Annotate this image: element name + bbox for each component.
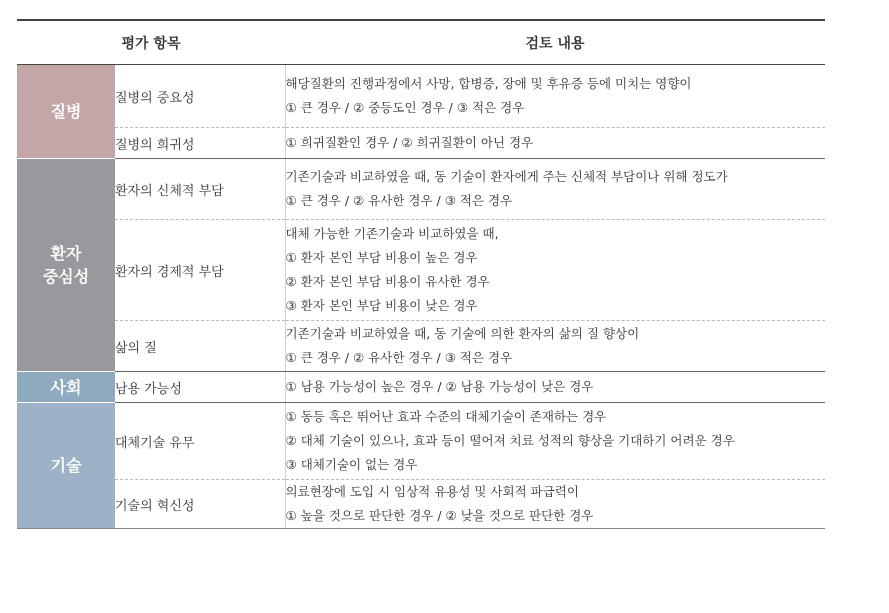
content-line: ① 남용 가능성이 높은 경우 / ② 남용 가능성이 낮은 경우 xyxy=(285,379,594,394)
header-evaluation-item: 평가 항목 xyxy=(17,20,285,65)
table-row xyxy=(17,372,825,403)
item-label: 대체기술 유무 xyxy=(115,403,285,480)
content-line: ① 큰 경우 / ② 중등도인 경우 / ③ 적은 경우 xyxy=(285,100,525,115)
content-line: 대체 가능한 기존기술과 비교하였을 때, xyxy=(285,226,499,241)
item-label: 질병의 중요성 xyxy=(115,65,285,128)
header-review-content: 검토 내용 xyxy=(285,20,825,65)
item-label: 환자의 경제적 부담 xyxy=(115,220,285,321)
table-header-row xyxy=(17,20,825,65)
content-line: ① 동등 혹은 뛰어난 효과 수준의 대체기술이 존재하는 경우 xyxy=(285,409,607,424)
review-content xyxy=(285,480,825,529)
table-row xyxy=(17,480,825,529)
content-line: ③ 환자 본인 부담 비용이 낮은 경우 xyxy=(285,298,478,313)
content-line: ① 큰 경우 / ② 유사한 경우 / ③ 적은 경우 xyxy=(285,350,513,365)
item-label: 기술의 혁신성 xyxy=(115,480,285,529)
item-label: 환자의 신체적 부담 xyxy=(115,159,285,220)
content-line: ② 대체 기술이 있으나, 효과 등이 떨어져 치료 성적의 향상을 기대하기 어려운 경우 xyxy=(285,433,735,448)
table-row xyxy=(17,65,825,128)
item-label: 남용 가능성 xyxy=(115,372,285,403)
review-content xyxy=(285,159,825,220)
content-line: 기존기술과 비교하였을 때, 동 기술에 의한 환자의 삶의 질 향상이 xyxy=(285,326,640,341)
content-line: ② 환자 본인 부담 비용이 유사한 경우 xyxy=(285,274,490,289)
item-label: 질병의 희귀성 xyxy=(115,128,285,159)
content-line: 의료현장에 도입 시 임상적 유용성 및 사회적 파급력이 xyxy=(285,484,579,499)
review-content xyxy=(285,65,825,128)
content-line: 해당질환의 진행과정에서 사망, 합병증, 장애 및 후유증 등에 미치는 영향이 xyxy=(285,76,692,91)
review-content xyxy=(285,128,825,159)
review-content xyxy=(285,220,825,321)
review-content xyxy=(285,372,825,403)
content-line: ① 환자 본인 부담 비용이 높은 경우 xyxy=(285,250,478,265)
content-line: ③ 대체기술이 없는 경우 xyxy=(285,457,418,472)
table-row xyxy=(17,220,825,321)
table-row xyxy=(17,403,825,480)
item-label: 삶의 질 xyxy=(115,321,285,372)
content-line: 기존기술과 비교하였을 때, 동 기술이 환자에게 주는 신체적 부담이나 위해 정도가 xyxy=(285,169,728,184)
review-content xyxy=(285,321,825,372)
table-row xyxy=(17,321,825,372)
content-line: ① 희귀질환인 경우 / ② 희귀질환이 아닌 경우 xyxy=(285,135,534,150)
evaluation-criteria-table xyxy=(17,19,825,529)
review-content xyxy=(285,403,825,480)
category-patient-centered: 환자 중심성 xyxy=(17,159,115,372)
content-line: ① 높을 것으로 판단한 경우 / ② 낮을 것으로 판단한 경우 xyxy=(285,508,594,523)
table-row xyxy=(17,159,825,220)
table-row xyxy=(17,128,825,159)
content-line: ① 큰 경우 / ② 유사한 경우 / ③ 적은 경우 xyxy=(285,193,513,208)
category-society: 사회 xyxy=(17,372,115,403)
category-disease: 질병 xyxy=(17,65,115,159)
category-technology: 기술 xyxy=(17,403,115,529)
